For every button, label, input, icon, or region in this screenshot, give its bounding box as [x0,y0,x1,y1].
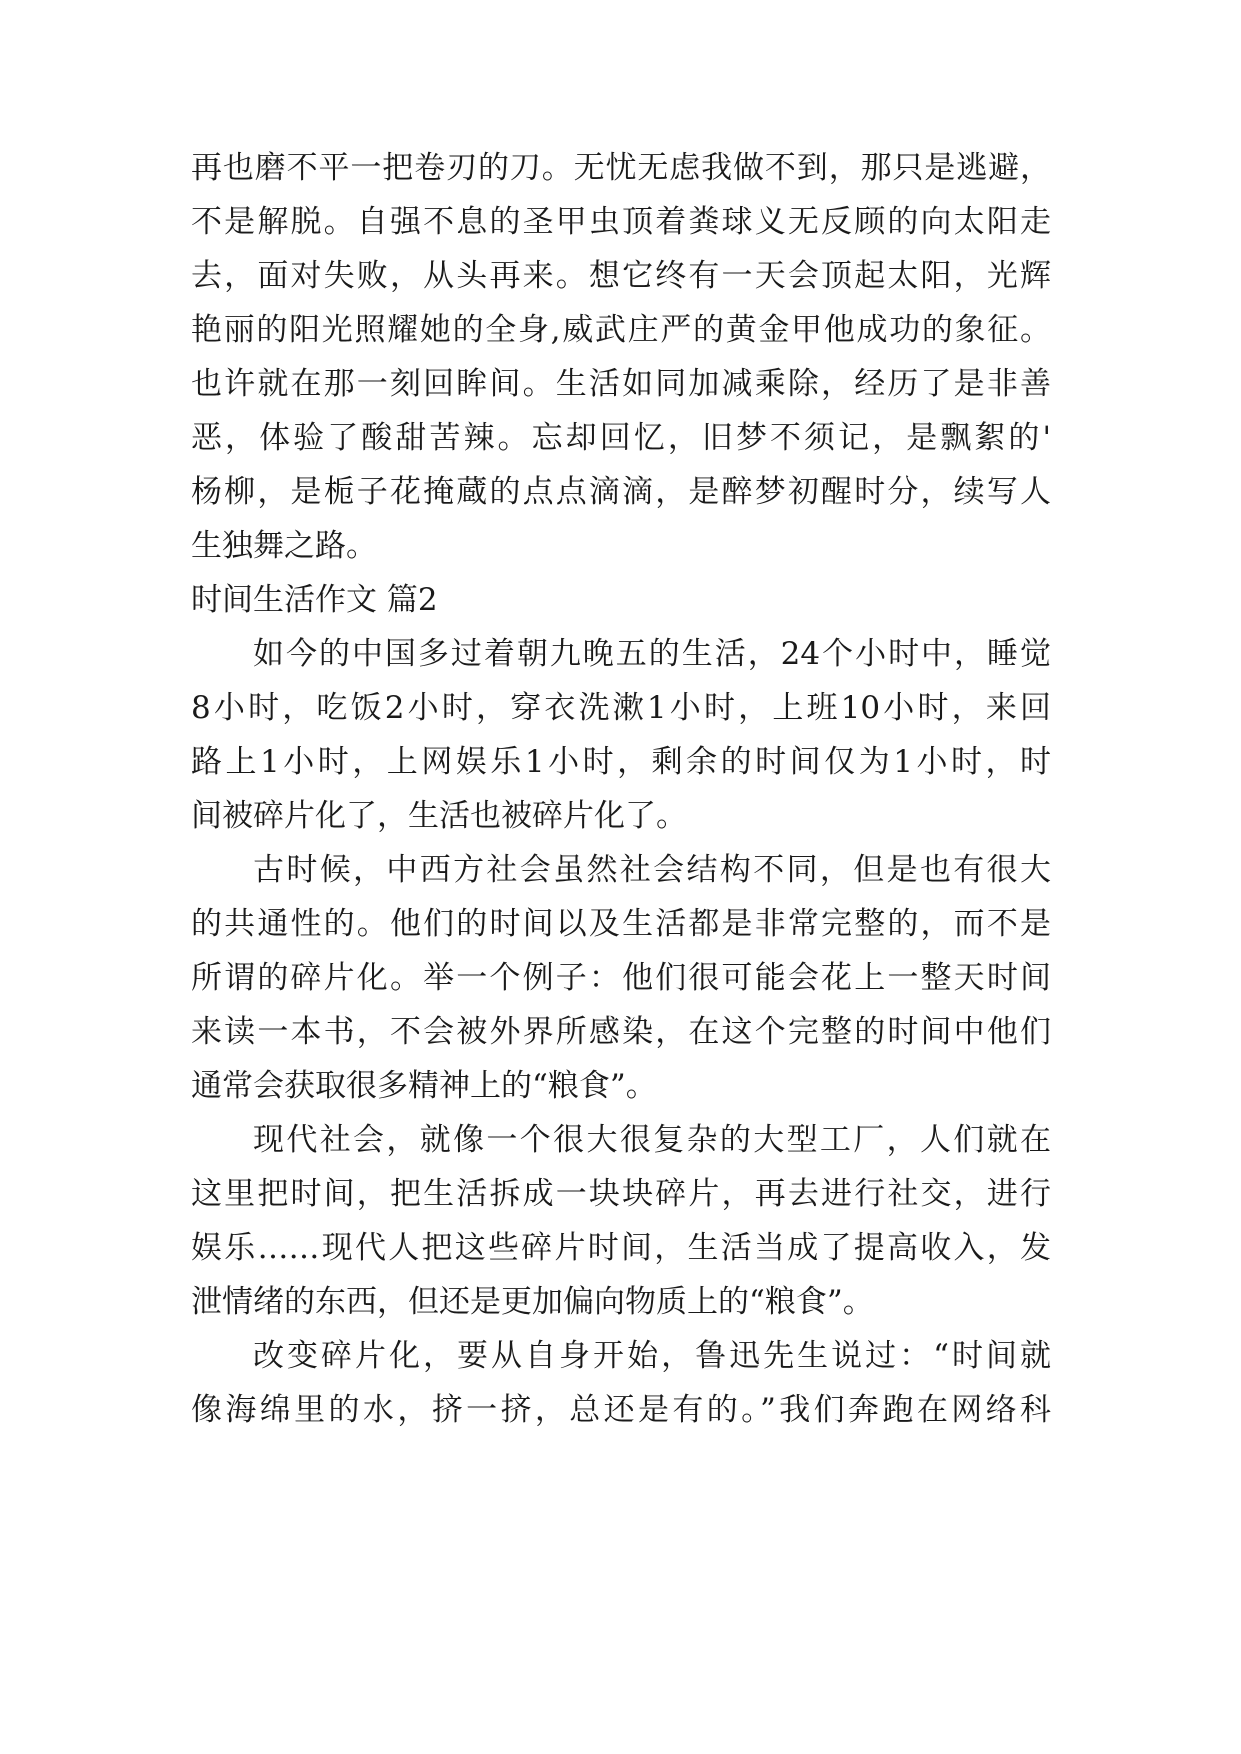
paragraph-4-line-4: 泄情绪的东西，但还是更加偏向物质上的“粮食”。 [191,1284,874,1320]
paragraph-4-line-2: 这里把时间，把生活拆成一块块碎片，再去进行社交，进行 [191,1176,1051,1212]
paragraph-1-line-1: 再也磨不平一把卷刃的刀。无忧无虑我做不到，那只是逃避， [191,150,1051,186]
paragraph-3-line-3: 所谓的碎片化。举一个例子：他们很可能会花上一整天时间 [191,960,1051,996]
paragraph-5-line-2: 像海绵里的水，挤一挤，总还是有的。”我们奔跑在网络科 [191,1392,1051,1428]
paragraph-4-line-1: 现代社会，就像一个很大很复杂的大型工厂，人们就在 [253,1122,1051,1158]
paragraph-1-line-4: 艳丽的阳光照耀她的全身,威武庄严的黄金甲他成功的象征。 [191,312,1051,348]
paragraph-2-line-2: 8小时，吃饭2小时，穿衣洗漱1小时，上班10小时，来回 [191,690,1051,726]
paragraph-1-line-6: 恶，体验了酸甜苦辣。忘却回忆，旧梦不须记，是飘絮的' [191,420,1051,456]
paragraph-1-line-7: 杨柳，是栀子花掩蔵的点点滴滴，是醉梦初醒时分，续写人 [191,474,1051,510]
paragraph-2-line-1: 如今的中国多过着朝九晚五的生活，24个小时中，睡觉 [253,636,1051,672]
section-heading: 时间生活作文 篇2 [191,582,438,618]
paragraph-5-line-1: 改变碎片化，要从自身开始，鲁迅先生说过：“时间就 [253,1338,1051,1374]
paragraph-1-line-5: 也许就在那一刻回眸间。生活如同加减乘除，经历了是非善 [191,366,1051,402]
paragraph-1-line-8: 生独舞之路。 [191,528,377,564]
paragraph-3-line-5: 通常会获取很多精神上的“粮食”。 [191,1068,657,1104]
paragraph-1-line-3: 去，面对失败，从头再来。想它终有一天会顶起太阳，光辉 [191,258,1051,294]
paragraph-3-line-1: 古时候，中西方社会虽然社会结构不同，但是也有很大 [253,852,1051,888]
paragraph-3-line-4: 来读一本书，不会被外界所感染，在这个完整的时间中他们 [191,1014,1051,1050]
paragraph-4-line-3: 娱乐……现代人把这些碎片时间，生活当成了提高收入，发 [191,1230,1051,1266]
paragraph-2-line-3: 路上1小时，上网娱乐1小时，剩余的时间仅为1小时，时 [191,744,1051,780]
paragraph-3-line-2: 的共通性的。他们的时间以及生活都是非常完整的，而不是 [191,906,1051,942]
paragraph-1-line-2: 不是解脱。自强不息的圣甲虫顶着粪球义无反顾的向太阳走 [191,204,1051,240]
paragraph-2-line-4: 间被碎片化了，生活也被碎片化了。 [191,798,687,834]
